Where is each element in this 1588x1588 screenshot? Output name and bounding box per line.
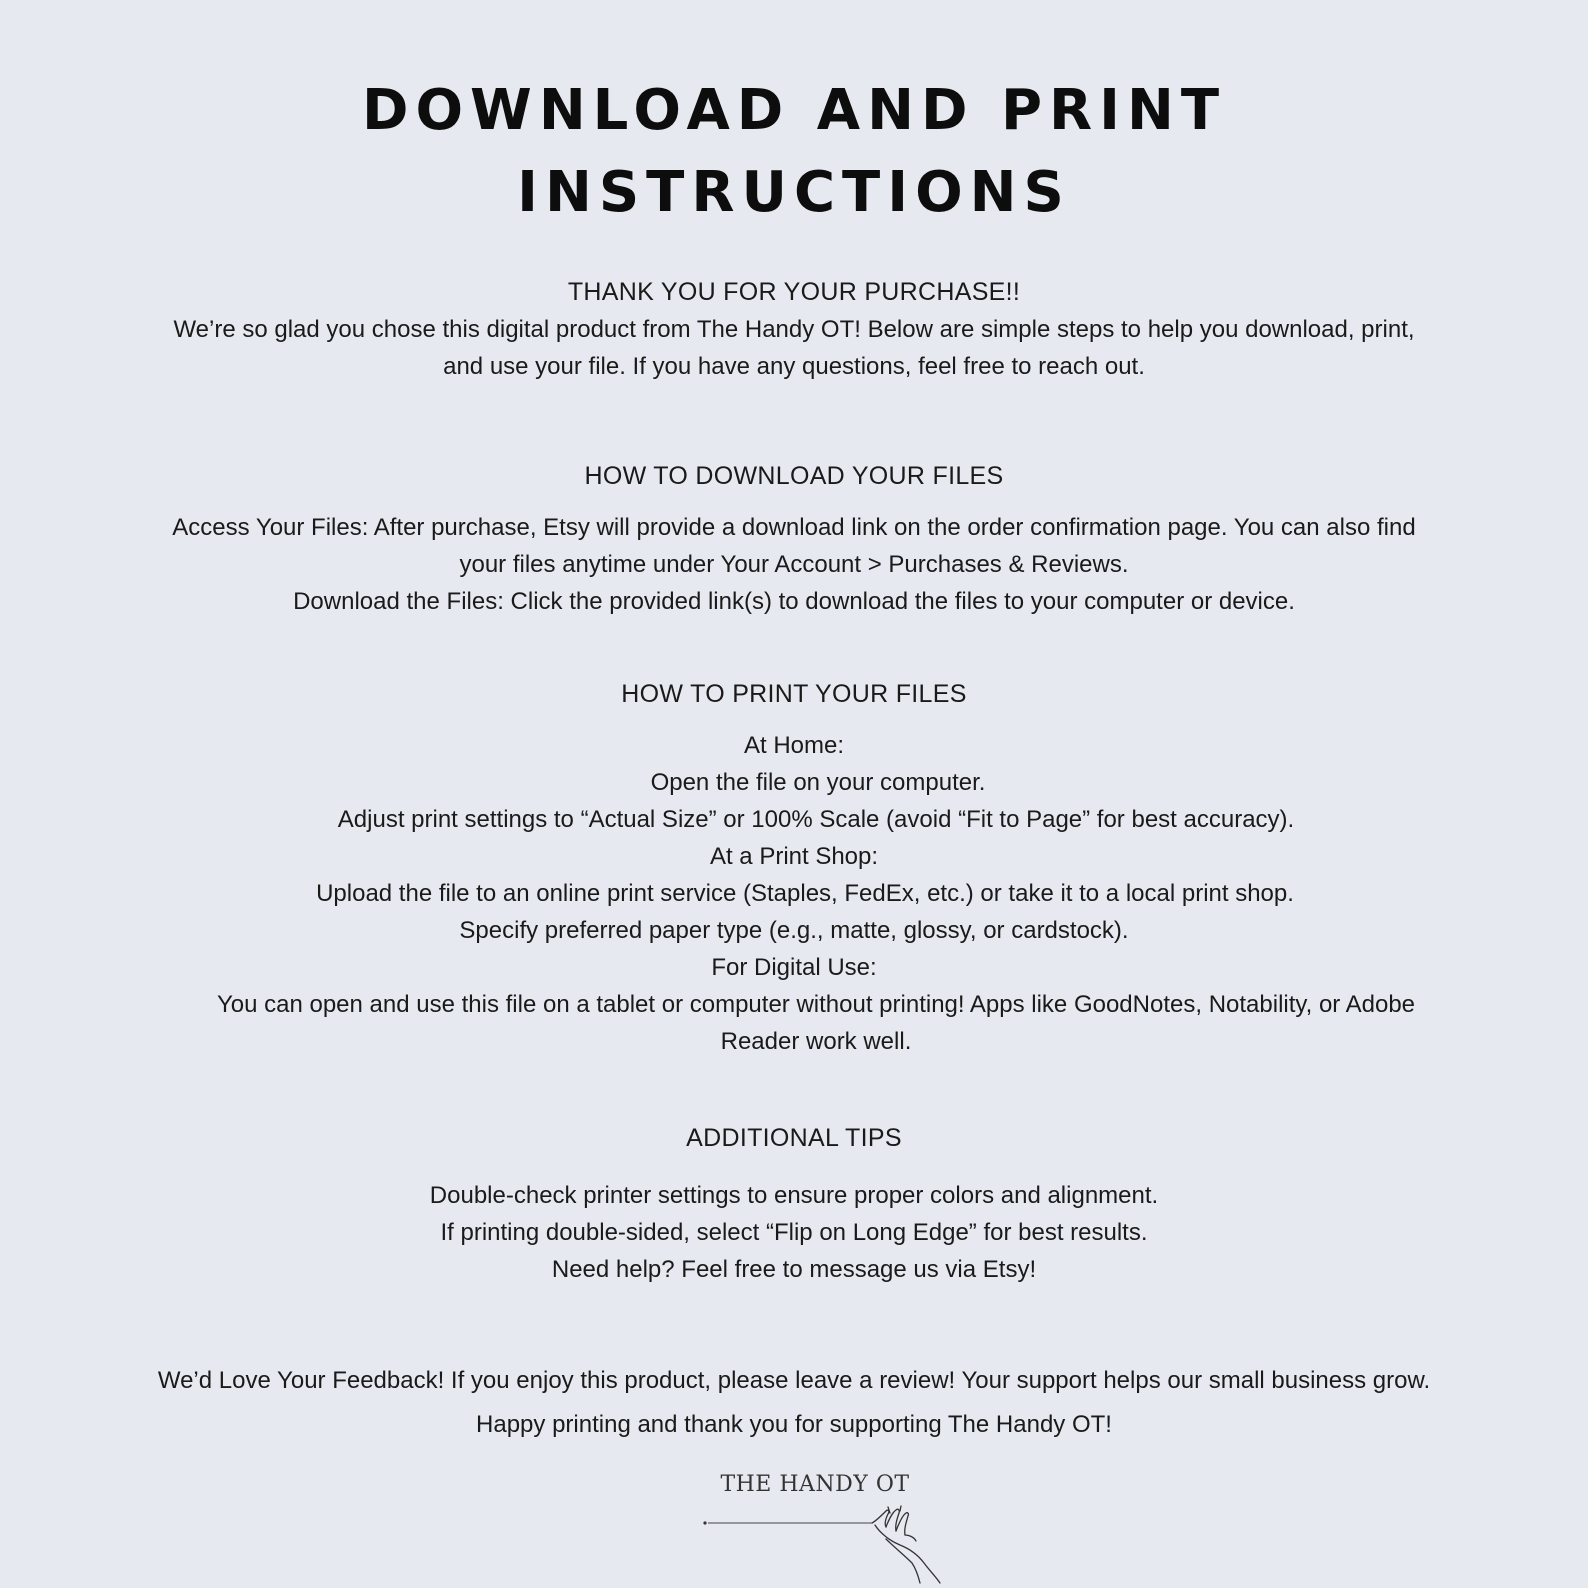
- print-line: Adjust print settings to “Actual Size” or 100% Scale (avoid “Fit to Page” for best accuracy).: [337, 806, 1295, 833]
- download-section: [0, 458, 1588, 620]
- intro-section: [0, 274, 1588, 385]
- tips-line: Need help? Feel free to message us via Etsy!: [551, 1256, 1037, 1283]
- print-subheading-digital: For Digital Use:: [711, 954, 877, 981]
- intro-line: and use your file. If you have any questions, feel free to reach out.: [443, 353, 1145, 380]
- tips-section: [0, 1120, 1588, 1288]
- download-line: Access Your Files: After purchase, Etsy will provide a download link on the order confirmation page. You can also find: [172, 514, 1416, 541]
- tips-line: If printing double-sided, select “Flip on Long Edge” for best results.: [440, 1219, 1148, 1246]
- closing-section: [0, 1362, 1588, 1443]
- print-section: [0, 676, 1588, 1060]
- print-subheading-home: At Home:: [743, 732, 845, 759]
- tips-heading: ADDITIONAL TIPS: [686, 1124, 902, 1152]
- page-title-line-1: DOWNLOAD AND PRINT: [361, 78, 1227, 143]
- page-title: [0, 70, 1588, 234]
- tips-line: Double-check printer settings to ensure proper colors and alignment.: [429, 1182, 1159, 1209]
- print-line: Reader work well.: [720, 1028, 912, 1055]
- intro-heading: THANK YOU FOR YOUR PURCHASE!!: [567, 278, 1021, 306]
- feedback-text: We’d Love Your Feedback! If you enjoy this product, please leave a review! Your support helps our small business grow.: [157, 1367, 1431, 1394]
- download-line: your files anytime under Your Account > Purchases & Reviews.: [459, 551, 1129, 578]
- print-line: Specify preferred paper type (e.g., matte, glossy, or cardstock).: [459, 917, 1129, 944]
- download-heading: HOW TO DOWNLOAD YOUR FILES: [584, 462, 1004, 490]
- page-title-line-2: INSTRUCTIONS: [517, 160, 1071, 225]
- logo-text: THE HANDY OT: [720, 1472, 910, 1497]
- intro-line: We’re so glad you chose this digital product from The Handy OT! Below are simple steps to help you download, print,: [173, 316, 1415, 343]
- hand-line-art-icon: [700, 1505, 950, 1585]
- print-subheading-shop: At a Print Shop:: [709, 843, 879, 870]
- print-heading: HOW TO PRINT YOUR FILES: [621, 680, 967, 708]
- print-line: Upload the file to an online print service (Staples, FedEx, etc.) or take it to a local print shop.: [316, 880, 1294, 907]
- print-line: Open the file on your computer.: [650, 769, 986, 796]
- thanks-text: Happy printing and thank you for supporting The Handy OT!: [476, 1411, 1112, 1438]
- print-line: You can open and use this file on a tablet or computer without printing! Apps like GoodNotes, Notability, or Adobe: [216, 991, 1416, 1018]
- download-line: Download the Files: Click the provided link(s) to download the files to your computer or device.: [293, 588, 1295, 615]
